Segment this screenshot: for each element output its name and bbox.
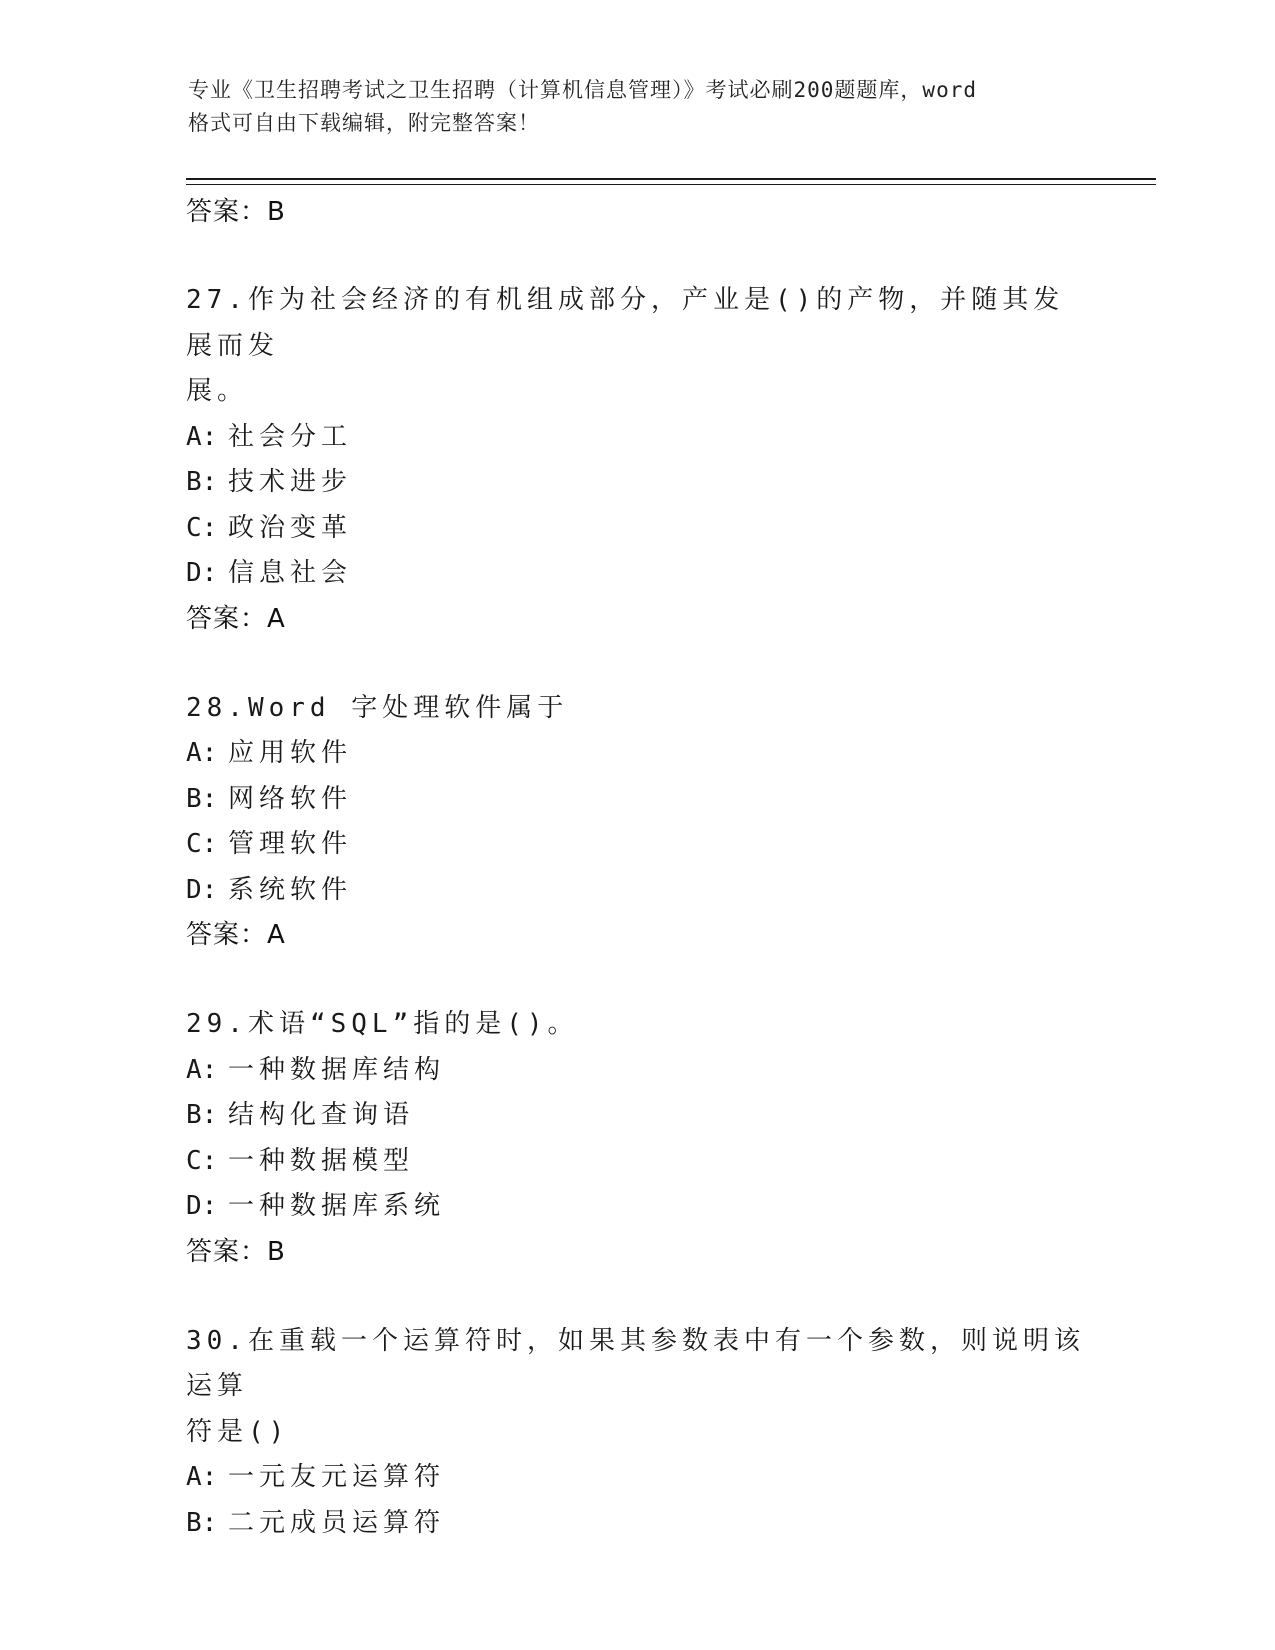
option-b [186, 1501, 1086, 1547]
question-27 [186, 278, 1086, 642]
answer: 答案：A [186, 603, 286, 634]
answer: 答案：B [186, 1236, 286, 1267]
header-rule-thick [186, 178, 1156, 180]
option-key: B: [186, 783, 218, 814]
option-key: D: [186, 1191, 218, 1221]
option-key: B: [186, 1507, 218, 1538]
question-30 [186, 1319, 1086, 1547]
option-text: 网络软件 [228, 783, 353, 814]
option-key: D: [186, 874, 218, 905]
option-d [186, 868, 1086, 914]
question-text-continued: 展。 [186, 376, 249, 406]
option-text: 一种数据库系统 [228, 1191, 446, 1221]
option-a [186, 1455, 1086, 1501]
option-key: A: [186, 1462, 218, 1492]
question-text: 27.作为社会经济的有机组成部分，产业是()的产物，并随其发展而发 [186, 285, 1065, 361]
option-text: 信息社会 [228, 558, 353, 588]
option-key: C: [186, 829, 218, 859]
option-text: 一元友元运算符 [228, 1462, 446, 1492]
option-b [186, 777, 1086, 823]
option-c [186, 822, 1086, 868]
option-text: 一种数据模型 [228, 1145, 415, 1176]
option-key: A: [186, 421, 218, 452]
option-text: 二元成员运算符 [228, 1507, 446, 1538]
question-text: 30.在重载一个运算符时，如果其参数表中有一个参数，则说明该运算 [186, 1325, 1085, 1401]
option-c [186, 1139, 1086, 1185]
option-key: B: [186, 1100, 218, 1130]
option-b [186, 460, 1086, 506]
option-key: A: [186, 1054, 218, 1085]
previous-answer: 答案：B [186, 197, 286, 227]
option-text: 社会分工 [228, 421, 353, 452]
option-a [186, 731, 1086, 777]
option-text: 技术进步 [228, 467, 353, 497]
option-a [186, 1048, 1086, 1094]
option-d [186, 551, 1086, 597]
document-header [188, 74, 1088, 140]
option-text: 政治变革 [228, 512, 353, 543]
option-key: A: [186, 738, 218, 768]
header-line-2: 格式可自由下载编辑，附完整答案！ [188, 111, 540, 135]
question-text: 29.术语“SQL”指的是()。 [186, 1009, 579, 1039]
header-line-1: 专业《卫生招聘考试之卫生招聘（计算机信息管理）》考试必刷200题题库，word [188, 78, 977, 102]
question-text-continued: 符是() [186, 1416, 290, 1447]
option-key: B: [186, 467, 218, 497]
option-key: C: [186, 1145, 218, 1176]
header-rule-thin [186, 184, 1156, 185]
option-text: 一种数据库结构 [228, 1054, 446, 1085]
option-d [186, 1184, 1086, 1230]
option-a [186, 415, 1086, 461]
option-text: 管理软件 [228, 829, 353, 859]
option-c [186, 506, 1086, 552]
option-text: 应用软件 [228, 738, 353, 768]
option-key: D: [186, 558, 218, 588]
option-key: C: [186, 512, 218, 543]
option-text: 系统软件 [228, 874, 353, 905]
question-text: 28.Word 字处理软件属于 [186, 692, 569, 723]
option-text: 结构化查询语 [228, 1100, 415, 1130]
question-29 [186, 1002, 1086, 1275]
answer: 答案：A [186, 920, 286, 950]
question-28 [186, 686, 1086, 959]
option-b [186, 1093, 1086, 1139]
document-body [186, 190, 1086, 1546]
